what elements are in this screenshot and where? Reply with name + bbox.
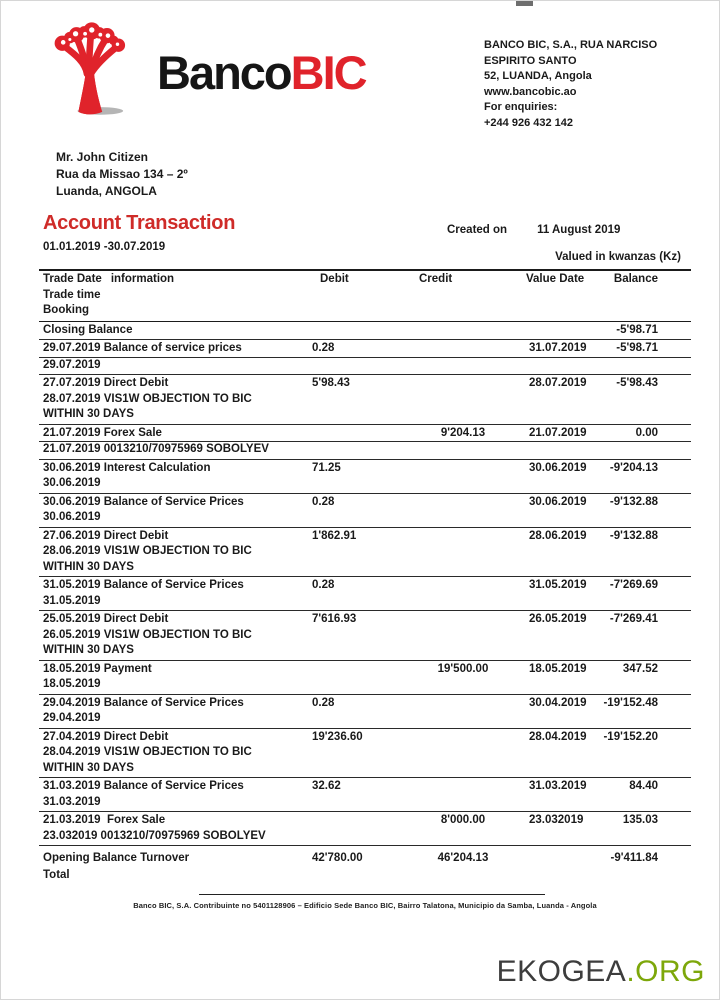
header-trade-date-information: Trade Date information bbox=[43, 273, 175, 285]
created-on-value: 11 August 2019 bbox=[537, 224, 621, 236]
closing-balance-label: Closing Balance bbox=[43, 323, 133, 336]
transaction-booking-line: 21.07.2019 0013210/70975969 SOBOLYEV bbox=[39, 441, 691, 458]
transaction-balance: 84.40 bbox=[629, 780, 658, 792]
summary-block bbox=[39, 851, 691, 883]
transaction-balance: -9'132.88 bbox=[609, 529, 658, 542]
transaction-balance: -19'152.20 bbox=[603, 730, 658, 743]
customer-address-line: Luanda, ANGOLA bbox=[56, 184, 157, 198]
transaction-value-date: 31.07.2019 bbox=[529, 342, 587, 354]
bank-address-line: www.bancobic.ao bbox=[484, 85, 577, 98]
transaction-balance: -9'204.13 bbox=[609, 461, 658, 474]
transaction-value-date: 18.05.2019 bbox=[529, 662, 587, 675]
header-value-date: Value Date bbox=[526, 273, 585, 285]
transaction-credit bbox=[412, 376, 514, 392]
transaction-row bbox=[39, 661, 691, 695]
transaction-description: 21.03.2019 Forex Sale bbox=[43, 814, 166, 826]
transaction-row bbox=[39, 577, 691, 611]
transaction-credit bbox=[412, 696, 514, 712]
footer-legal-text: Banco BIC, S.A. Contribuinte no 5401128906 – Edificio Sede Banco BIC, Bairro Talatona, Municipio da Samba, Luanda - Angola bbox=[133, 901, 597, 910]
transaction-row bbox=[39, 460, 691, 494]
transaction-credit bbox=[412, 578, 514, 594]
transaction-debit: 32.62 bbox=[312, 780, 341, 792]
transaction-debit: 0.28 bbox=[312, 579, 335, 591]
transaction-credit bbox=[412, 779, 514, 795]
transaction-credit bbox=[412, 529, 514, 545]
transaction-balance: -7'269.41 bbox=[609, 613, 658, 625]
transaction-row bbox=[39, 375, 691, 425]
header-balance: Balance bbox=[613, 273, 658, 285]
transaction-value-date: 28.06.2019 bbox=[529, 529, 587, 542]
transaction-booking-line: WITHIN 30 DAYS bbox=[43, 761, 134, 774]
transaction-debit: 1'862.91 bbox=[312, 529, 357, 542]
transaction-booking-line: WITHIN 30 DAYS bbox=[43, 408, 134, 420]
header-trade-time: Trade time bbox=[43, 288, 101, 301]
transaction-credit: 19'500.00 bbox=[437, 662, 489, 675]
bank-address-line: For enquiries: bbox=[484, 101, 558, 114]
closing-balance-value: -5'98.71 bbox=[616, 323, 658, 336]
transaction-value-date: 26.05.2019 bbox=[529, 613, 587, 625]
transaction-description: 18.05.2019 Payment bbox=[43, 662, 152, 675]
scan-tab-mark bbox=[516, 1, 533, 6]
bank-address-line: +244 926 432 142 bbox=[484, 116, 574, 129]
transaction-description: 31.05.2019 Balance of Service Prices bbox=[43, 579, 244, 591]
transaction-booking-line: 18.05.2019 bbox=[43, 678, 101, 690]
transaction-booking-line: 26.05.2019 VIS1W OBJECTION TO BIC bbox=[43, 628, 252, 641]
transaction-credit bbox=[412, 730, 514, 746]
transaction-booking-line: WITHIN 30 DAYS bbox=[43, 644, 134, 656]
summary-debit-total: 42'780.00 bbox=[312, 852, 363, 864]
transaction-debit bbox=[312, 426, 412, 442]
bank-address-line: ESPIRITO SANTO bbox=[484, 54, 577, 67]
transaction-booking-line: 30.06.2019 bbox=[43, 477, 101, 489]
transaction-debit: 0.28 bbox=[312, 342, 335, 354]
summary-total-label: Total bbox=[43, 868, 70, 881]
transaction-balance: 135.03 bbox=[622, 814, 658, 826]
transaction-row bbox=[39, 695, 691, 729]
bank-address-block bbox=[484, 38, 699, 132]
transaction-value-date: 28.04.2019 bbox=[529, 730, 587, 743]
transaction-balance: -9'132.88 bbox=[609, 495, 658, 508]
transaction-booking-line: 30.06.2019 bbox=[43, 511, 101, 523]
bancobic-logo bbox=[47, 21, 366, 117]
transaction-description: 29.04.2019 Balance of Service Prices bbox=[43, 696, 244, 709]
transaction-row bbox=[39, 812, 691, 846]
transaction-booking-line: 31.05.2019 bbox=[43, 594, 101, 607]
header-credit: Credit bbox=[419, 273, 453, 285]
transaction-credit bbox=[412, 495, 514, 511]
transaction-debit: 5'98.43 bbox=[312, 377, 350, 389]
logo-wordmark bbox=[157, 45, 366, 100]
transaction-value-date: 28.07.2019 bbox=[529, 377, 587, 389]
statement-title: Account Transaction bbox=[43, 212, 236, 234]
logo-word-banco: Banco bbox=[157, 46, 291, 99]
header-debit: Debit bbox=[320, 273, 349, 285]
transaction-row bbox=[39, 611, 691, 661]
transaction-balance: -19'152.48 bbox=[603, 696, 658, 709]
transaction-balance: 347.52 bbox=[622, 662, 658, 675]
bank-address-line: 52, LUANDA, Angola bbox=[484, 70, 592, 83]
transaction-credit bbox=[412, 341, 514, 357]
closing-balance-row bbox=[39, 322, 691, 341]
transaction-balance: 0.00 bbox=[635, 426, 658, 439]
transaction-row bbox=[39, 494, 691, 528]
transaction-value-date: 21.07.2019 bbox=[529, 426, 587, 439]
customer-address-block bbox=[56, 149, 188, 200]
transaction-booking-line: 28.04.2019 VIS1W OBJECTION TO BIC bbox=[43, 746, 252, 758]
transaction-row bbox=[39, 778, 691, 812]
transaction-booking-line: WITHIN 30 DAYS bbox=[43, 560, 134, 573]
summary-balance-total: -9'411.84 bbox=[610, 852, 658, 864]
transaction-description: 21.07.2019 Forex Sale bbox=[43, 426, 162, 439]
watermark-tld: .ORG bbox=[626, 955, 705, 988]
created-on-row bbox=[447, 224, 620, 236]
transaction-description: 30.06.2019 Interest Calculation bbox=[43, 461, 211, 474]
transaction-debit bbox=[312, 813, 412, 829]
summary-label: Opening Balance Turnover bbox=[43, 852, 190, 864]
transaction-description: 25.05.2019 Direct Debit bbox=[43, 613, 169, 625]
transaction-debit: 0.28 bbox=[312, 495, 335, 508]
transactions-table bbox=[39, 269, 691, 914]
transaction-debit bbox=[312, 662, 412, 678]
transaction-description: 27.06.2019 Direct Debit bbox=[43, 529, 169, 542]
transaction-row bbox=[39, 425, 691, 460]
table-header bbox=[39, 271, 691, 322]
transaction-debit: 0.28 bbox=[312, 696, 335, 709]
transaction-row bbox=[39, 528, 691, 578]
logo-word-bic: BIC bbox=[290, 46, 366, 99]
transaction-booking-line: 28.06.2019 VIS1W OBJECTION TO BIC bbox=[43, 545, 252, 557]
transaction-booking-line: 29.04.2019 bbox=[43, 712, 101, 724]
summary-credit-total: 46'204.13 bbox=[437, 852, 489, 864]
transaction-balance: -5'98.43 bbox=[616, 377, 658, 389]
currency-note: Valued in kwanzas (Kz) bbox=[555, 251, 681, 263]
transaction-rows bbox=[39, 340, 691, 846]
transaction-booking-line: 23.032019 0013210/70975969 SOBOLYEV bbox=[43, 829, 266, 842]
header-booking: Booking bbox=[43, 304, 89, 316]
transaction-credit: 9'204.13 bbox=[440, 426, 486, 439]
footer-divider bbox=[199, 894, 545, 895]
transaction-description: 27.07.2019 Direct Debit bbox=[43, 377, 169, 389]
transaction-value-date: 30.06.2019 bbox=[529, 461, 587, 474]
transaction-description: 30.06.2019 Balance of Service Prices bbox=[43, 495, 244, 508]
transaction-credit bbox=[412, 461, 514, 477]
transaction-value-date: 23.032019 bbox=[529, 814, 584, 826]
transaction-booking-line: 28.07.2019 VIS1W OBJECTION TO BIC bbox=[43, 392, 252, 405]
transaction-description: 29.07.2019 Balance of service prices bbox=[43, 342, 242, 354]
transaction-debit: 19'236.60 bbox=[312, 730, 363, 743]
transaction-booking-line: 29.07.2019 bbox=[39, 357, 691, 374]
transaction-value-date: 31.05.2019 bbox=[529, 579, 587, 591]
baobab-tree-icon bbox=[47, 21, 127, 117]
statement-period: 01.01.2019 -30.07.2019 bbox=[43, 241, 166, 253]
customer-address-line: Rua da Missao 134 – 2º bbox=[56, 167, 188, 181]
transaction-debit: 71.25 bbox=[312, 461, 341, 474]
transaction-credit bbox=[412, 612, 514, 628]
transaction-value-date: 30.04.2019 bbox=[529, 696, 587, 709]
bank-address-line: BANCO BIC, S.A., RUA NARCISO bbox=[484, 39, 658, 51]
created-on-label: Created on bbox=[447, 224, 508, 236]
transaction-description: 27.04.2019 Direct Debit bbox=[43, 730, 169, 743]
ekogea-watermark bbox=[497, 955, 705, 989]
transaction-credit: 8'000.00 bbox=[440, 814, 486, 826]
transaction-row bbox=[39, 340, 691, 375]
customer-address-line: Mr. John Citizen bbox=[56, 150, 149, 164]
watermark-name: EKOGEA bbox=[496, 955, 627, 988]
transaction-value-date: 30.06.2019 bbox=[529, 495, 587, 508]
transaction-description: 31.03.2019 Balance of Service Prices bbox=[43, 780, 244, 792]
transaction-value-date: 31.03.2019 bbox=[529, 780, 587, 792]
transaction-booking-line: 31.03.2019 bbox=[43, 795, 101, 808]
transaction-balance: -5'98.71 bbox=[616, 342, 658, 354]
transaction-debit: 7'616.93 bbox=[312, 613, 357, 625]
transaction-balance: -7'269.69 bbox=[609, 579, 658, 591]
transaction-row bbox=[39, 729, 691, 779]
